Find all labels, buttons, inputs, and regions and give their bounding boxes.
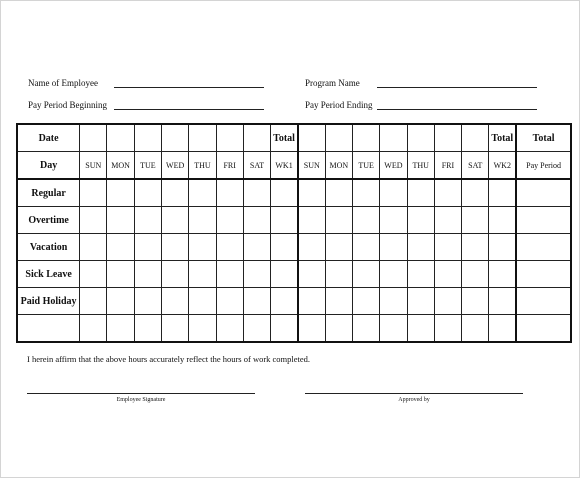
program-name-field[interactable] [377, 87, 537, 88]
hours-cell[interactable] [243, 261, 270, 288]
week-total-cell[interactable] [489, 207, 516, 234]
week2-total-header: Total [489, 124, 516, 152]
hours-cell[interactable] [298, 288, 325, 315]
day-header: TUE [134, 152, 161, 180]
day-header: WED [162, 152, 189, 180]
date-cell[interactable] [189, 124, 216, 152]
hours-row [17, 288, 571, 315]
hours-cell[interactable] [134, 179, 161, 207]
hours-cell[interactable] [134, 261, 161, 288]
hours-cell[interactable] [462, 207, 489, 234]
hours-cell[interactable] [325, 261, 352, 288]
hours-row [17, 315, 571, 343]
hours-cell[interactable] [216, 207, 243, 234]
day-header: FRI [434, 152, 461, 180]
hours-cell[interactable] [107, 288, 134, 315]
hours-cell[interactable] [380, 179, 407, 207]
hours-cell[interactable] [462, 288, 489, 315]
hours-cell[interactable] [407, 288, 434, 315]
hours-row [17, 234, 571, 261]
pay-period-beginning-label: Pay Period Beginning [28, 100, 107, 110]
hours-cell[interactable] [189, 234, 216, 261]
week-total-cell[interactable] [271, 288, 298, 315]
day-header: SUN [80, 152, 107, 180]
hours-cell[interactable] [162, 315, 189, 343]
affirmation-text: I herein affirm that the above hours accurately reflect the hours of work completed. [27, 354, 311, 364]
hours-cell[interactable] [80, 261, 107, 288]
date-cell[interactable] [380, 124, 407, 152]
pay-period-ending-field[interactable] [377, 109, 537, 110]
hours-cell[interactable] [80, 315, 107, 343]
hours-cell[interactable] [352, 234, 379, 261]
row-label: Regular [17, 179, 80, 207]
hours-cell[interactable] [434, 234, 461, 261]
hours-cell[interactable] [407, 234, 434, 261]
date-cell[interactable] [80, 124, 107, 152]
pay-period-total-cell[interactable] [516, 234, 571, 261]
day-header: MON [325, 152, 352, 180]
row-label-date: Date [17, 124, 80, 152]
row-label: Overtime [17, 207, 80, 234]
hours-row [17, 207, 571, 234]
date-cell[interactable] [325, 124, 352, 152]
employee-signature-label: Employee Signature [116, 397, 166, 403]
hours-cell[interactable] [107, 261, 134, 288]
hours-cell[interactable] [80, 179, 107, 207]
hours-cell[interactable] [298, 261, 325, 288]
hours-cell[interactable] [216, 261, 243, 288]
hours-cell[interactable] [407, 315, 434, 343]
week1-total-header: Total [271, 124, 298, 152]
hours-cell[interactable] [380, 288, 407, 315]
hours-cell[interactable] [352, 179, 379, 207]
day-header: SUN [298, 152, 325, 180]
hours-cell[interactable] [407, 207, 434, 234]
hours-cell[interactable] [107, 315, 134, 343]
name-of-employee-label: Name of Employee [28, 78, 98, 88]
day-header: THU [189, 152, 216, 180]
day-header: MON [107, 152, 134, 180]
hours-cell[interactable] [189, 179, 216, 207]
date-row [17, 124, 571, 152]
timesheet-table [16, 123, 572, 343]
hours-cell[interactable] [325, 207, 352, 234]
hours-cell[interactable] [434, 288, 461, 315]
date-cell[interactable] [352, 124, 379, 152]
week-total-cell[interactable] [271, 315, 298, 343]
date-cell[interactable] [298, 124, 325, 152]
hours-cell[interactable] [352, 288, 379, 315]
hours-cell[interactable] [462, 179, 489, 207]
day-header: THU [407, 152, 434, 180]
row-label: Vacation [17, 234, 80, 261]
hours-cell[interactable] [298, 179, 325, 207]
hours-cell[interactable] [189, 315, 216, 343]
hours-cell[interactable] [243, 288, 270, 315]
date-cell[interactable] [462, 124, 489, 152]
hours-cell[interactable] [352, 315, 379, 343]
hours-cell[interactable] [380, 315, 407, 343]
day-header: FRI [216, 152, 243, 180]
day-header: SAT [462, 152, 489, 180]
hours-cell[interactable] [325, 315, 352, 343]
hours-cell[interactable] [162, 234, 189, 261]
week-total-cell[interactable] [271, 261, 298, 288]
week-total-cell[interactable] [489, 179, 516, 207]
day-row [17, 152, 571, 180]
hours-cell[interactable] [380, 207, 407, 234]
hours-cell[interactable] [298, 315, 325, 343]
hours-cell[interactable] [107, 207, 134, 234]
hours-cell[interactable] [352, 207, 379, 234]
hours-cell[interactable] [134, 288, 161, 315]
hours-cell[interactable] [243, 315, 270, 343]
hours-cell[interactable] [189, 261, 216, 288]
hours-cell[interactable] [325, 179, 352, 207]
hours-cell[interactable] [134, 207, 161, 234]
hours-cell[interactable] [216, 179, 243, 207]
hours-cell[interactable] [298, 207, 325, 234]
pay-period-total-cell[interactable] [516, 315, 571, 343]
hours-cell[interactable] [325, 288, 352, 315]
hours-cell[interactable] [107, 234, 134, 261]
week1-total-label: WK1 [271, 152, 298, 180]
hours-cell[interactable] [407, 179, 434, 207]
hours-cell[interactable] [380, 234, 407, 261]
hours-cell[interactable] [462, 315, 489, 343]
hours-cell[interactable] [434, 179, 461, 207]
hours-cell[interactable] [189, 288, 216, 315]
hours-cell[interactable] [243, 179, 270, 207]
row-label-day: Day [17, 152, 80, 180]
hours-cell[interactable] [162, 179, 189, 207]
day-header: TUE [352, 152, 379, 180]
date-cell[interactable] [243, 124, 270, 152]
hours-cell[interactable] [134, 315, 161, 343]
date-cell[interactable] [134, 124, 161, 152]
hours-cell[interactable] [243, 207, 270, 234]
hours-cell[interactable] [107, 179, 134, 207]
pay-period-total-cell[interactable] [516, 179, 571, 207]
hours-cell[interactable] [216, 288, 243, 315]
hours-cell[interactable] [80, 288, 107, 315]
hours-row [17, 179, 571, 207]
hours-cell[interactable] [298, 234, 325, 261]
hours-cell[interactable] [80, 207, 107, 234]
day-header: WED [380, 152, 407, 180]
date-cell[interactable] [407, 124, 434, 152]
pay-period-total-cell[interactable] [516, 288, 571, 315]
hours-cell[interactable] [216, 234, 243, 261]
week-total-cell[interactable] [271, 234, 298, 261]
hours-cell[interactable] [462, 261, 489, 288]
hours-cell[interactable] [434, 207, 461, 234]
row-label: Sick Leave [17, 261, 80, 288]
hours-cell[interactable] [80, 234, 107, 261]
hours-cell[interactable] [162, 288, 189, 315]
hours-cell[interactable] [407, 261, 434, 288]
week-total-cell[interactable] [489, 315, 516, 343]
hours-cell[interactable] [325, 234, 352, 261]
hours-cell[interactable] [352, 261, 379, 288]
pay-period-label: Pay Period [516, 152, 571, 180]
row-label: Paid Holiday [17, 288, 80, 315]
week-total-cell[interactable] [271, 207, 298, 234]
name-of-employee-field[interactable] [114, 87, 264, 88]
week-total-cell[interactable] [271, 179, 298, 207]
week-total-cell[interactable] [489, 261, 516, 288]
date-cell[interactable] [216, 124, 243, 152]
hours-cell[interactable] [462, 234, 489, 261]
hours-cell[interactable] [434, 315, 461, 343]
pay-period-beginning-field[interactable] [114, 109, 264, 110]
approved-by-label: Approved by [398, 397, 430, 403]
hours-cell[interactable] [243, 234, 270, 261]
hours-cell[interactable] [134, 234, 161, 261]
hours-cell[interactable] [434, 261, 461, 288]
program-name-label: Program Name [305, 78, 360, 88]
hours-row [17, 261, 571, 288]
hours-cell[interactable] [380, 261, 407, 288]
date-cell[interactable] [434, 124, 461, 152]
pay-period-total-cell[interactable] [516, 261, 571, 288]
hours-cell[interactable] [216, 315, 243, 343]
week-total-cell[interactable] [489, 234, 516, 261]
row-label [17, 315, 80, 343]
date-cell[interactable] [162, 124, 189, 152]
pay-period-total-cell[interactable] [516, 207, 571, 234]
week-total-cell[interactable] [489, 288, 516, 315]
approved-by-line[interactable] [305, 393, 523, 394]
pay-period-total-header: Total [516, 124, 571, 152]
date-cell[interactable] [107, 124, 134, 152]
pay-period-ending-label: Pay Period Ending [305, 100, 373, 110]
week2-total-label: WK2 [489, 152, 516, 180]
hours-cell[interactable] [162, 207, 189, 234]
employee-signature-line[interactable] [27, 393, 255, 394]
hours-cell[interactable] [162, 261, 189, 288]
day-header: SAT [243, 152, 270, 180]
hours-cell[interactable] [189, 207, 216, 234]
